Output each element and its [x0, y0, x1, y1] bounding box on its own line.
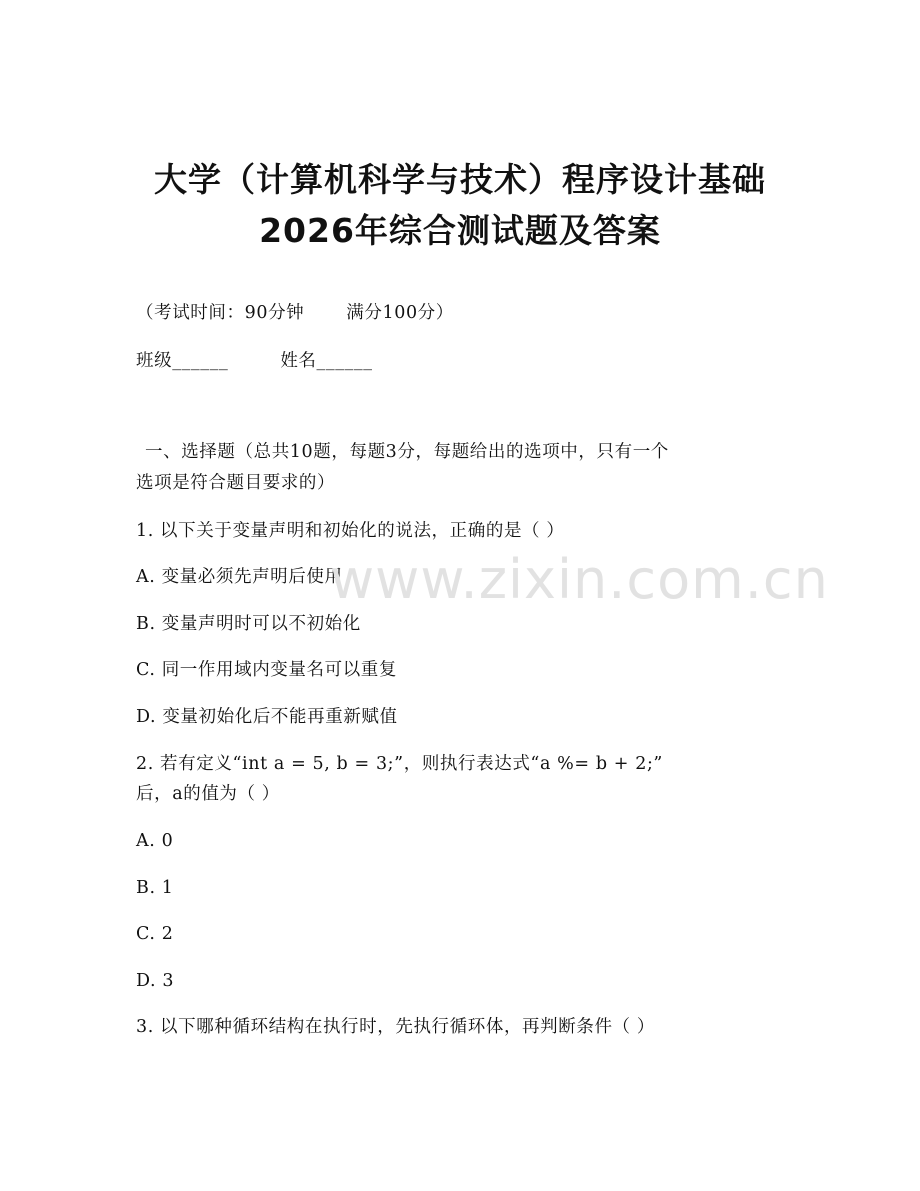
exam-info [136, 302, 454, 324]
title-line-2: 2026年综合测试题及答案 [259, 211, 661, 250]
class-field: 班级______ [136, 351, 229, 371]
section-heading-line-1: 一、选择题（总共10题，每题3分，每题给出的选项中，只有一个 [145, 442, 669, 462]
section-heading-line-2: 选项是符合题目要求的） [136, 473, 336, 493]
question-1-option-c: C. 同一作用域内变量名可以重复 [136, 660, 397, 680]
student-fields [136, 350, 373, 372]
exam-time: （考试时间：90分钟 [136, 303, 305, 323]
name-field: 姓名______ [280, 351, 373, 371]
question-2-option-c: C. 2 [136, 924, 174, 944]
question-2-option-b: B. 1 [136, 878, 174, 898]
question-2-stem-line-2: 后，a的值为（ ） [136, 784, 280, 804]
question-2-option-d: D. 3 [136, 971, 175, 991]
watermark: www.zixin.com.cn [330, 548, 829, 611]
question-1-stem: 1. 以下关于变量声明和初始化的说法，正确的是（ ） [136, 521, 565, 541]
exam-score: 满分100分） [346, 303, 454, 323]
question-2-stem-line-1: 2. 若有定义“int a = 5, b = 3;”，则执行表达式“a %= b + 2;” [136, 754, 663, 774]
question-1-option-d: D. 变量初始化后不能再重新赋值 [136, 707, 398, 727]
question-3-stem: 3. 以下哪种循环结构在执行时，先执行循环体，再判断条件（ ） [136, 1017, 655, 1037]
question-1-option-b: B. 变量声明时可以不初始化 [136, 614, 361, 634]
title-line-1: 大学（计算机科学与技术）程序设计基础 [154, 160, 766, 199]
question-1-option-a: A. 变量必须先声明后使用 [136, 567, 343, 587]
question-2-option-a: A. 0 [136, 831, 174, 851]
